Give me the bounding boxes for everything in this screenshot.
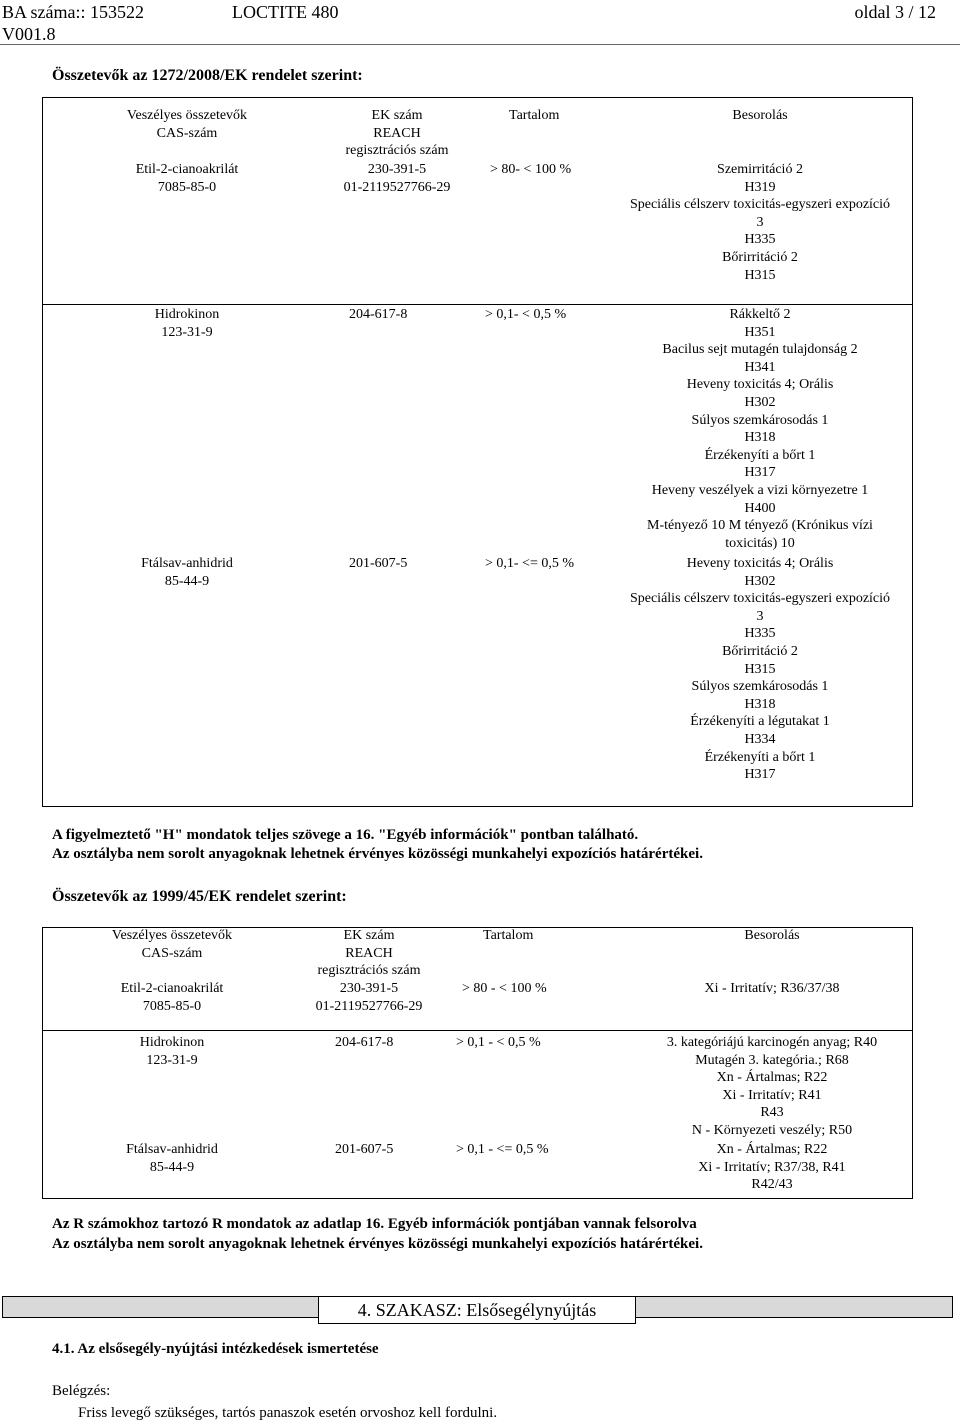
s1-row1-classification: Szemirritáció 2 H319 Speciális célszerv toxicitás-egyszeri expozíció 3 H335 Bőrirritáció 2 H315 (629, 162, 891, 283)
s1-row2-component: Hidrokinon 123-31-9 (154, 307, 220, 340)
s2-row2-ek: 204-617-8 (335, 1035, 394, 1050)
s2-col-classification-header: Besorolás (744, 928, 800, 943)
s1-row1-content: > 80- < 100 % (490, 162, 572, 177)
s1-row3-classification: Heveny toxicitás 4; Orális H302 Speciális célszerv toxicitás-egyszeri expozíció 3 H335 Bőrirritáció 2 H315 Súlyos szemkárosodás 1 H318 Érzékenyíti a légutakat 1 H334 Érzékenyíti a bőrt 1 H317 (629, 556, 891, 783)
s1-col-ek-header: EK szám REACH regisztrációs szám (345, 108, 449, 159)
s2-col-ek-header: EK szám REACH regisztrációs szám (317, 928, 421, 979)
s1-col-content-header: Tartalom (509, 108, 560, 123)
header-page-number: oldal 3 / 12 (854, 2, 936, 22)
s2-row1-component: Etil-2-cianoakrilát 7085-85-0 (120, 981, 224, 1014)
header-ba-number: BA száma:: 153522 (2, 2, 144, 22)
header-product-name: LOCTITE 480 (232, 2, 339, 22)
section1-note-h-phrases: A figyelmeztető "H" mondatok teljes szövege a 16. "Egyéb információk" pontban található. (52, 827, 639, 843)
s2-row1-content: > 80 - < 100 % (462, 981, 547, 996)
s1-row1-ek: 230-391-5 01-2119527766-29 (343, 162, 451, 195)
s1-row3-ek: 201-607-5 (349, 556, 408, 571)
s2-row3-classification: Xn - Ártalmas; R22 Xi - Irritatív; R37/38, R41 R42/43 (698, 1142, 846, 1193)
s2-col-content-header: Tartalom (483, 928, 534, 943)
s1-row1-component: Etil-2-cianoakrilát 7085-85-0 (135, 162, 239, 195)
s2-col-component-header: Veszélyes összetevők CAS-szám (111, 928, 233, 961)
section1-title: Összetevők az 1272/2008/EK rendelet szerint: (52, 67, 363, 84)
s2-row2-component: Hidrokinon 123-31-9 (139, 1035, 205, 1068)
s2-row3-component: Ftálsav-anhidrid 85-44-9 (126, 1142, 218, 1175)
section2-note-exposure-limits: Az osztályba nem sorolt anyagoknak lehetnek érvényes közösségi munkahelyi expozíciós határértékei. (52, 1236, 703, 1252)
section2-note-r-phrases: Az R számokhoz tartozó R mondatok az adatlap 16. Egyéb információk pontjában vannak felsorolva (52, 1216, 697, 1232)
header-version: V001.8 (2, 24, 56, 44)
s1-row2-classification: Rákkeltő 2 H351 Bacilus sejt mutagén tulajdonság 2 H341 Heveny toxicitás 4; Orális H302 Súlyos szemkárosodás 1 H318 Érzékenyíti a bőrt 1 H317 Heveny veszélyek a vizi környezetre 1 H400 M-tényező 10 M tényező (Krónikus vízi toxicitás) 10 (647, 307, 873, 551)
section2-title: Összetevők az 1999/45/EK rendelet szerint: (52, 888, 347, 905)
section4-title: 4. SZAKASZ: Elsősegélynyújtás (318, 1296, 636, 1324)
s2-row2-content: > 0,1 - < 0,5 % (456, 1035, 541, 1050)
s1-row3-content: > 0,1- <= 0,5 % (485, 556, 575, 571)
s2-row3-content: > 0,1 - <= 0,5 % (456, 1142, 549, 1157)
section1-note-exposure-limits: Az osztályba nem sorolt anyagoknak lehetnek érvényes közösségi munkahelyi expozíciós határértékei. (52, 846, 703, 862)
section2-table-divider (42, 1030, 913, 1031)
s2-row1-ek: 230-391-5 01-2119527766-29 (315, 981, 423, 1014)
inhalation-text: Friss levegő szükséges, tartós panaszok esetén orvoshoz kell fordulni. (78, 1405, 498, 1421)
section4-subtitle: 4.1. Az elsősegély-nyújtási intézkedések ismertetése (52, 1341, 379, 1357)
s2-row3-ek: 201-607-5 (335, 1142, 394, 1157)
s2-row1-classification: Xi - Irritatív; R36/37/38 (704, 981, 840, 996)
s1-row3-component: Ftálsav-anhidrid 85-44-9 (141, 556, 233, 589)
s1-row2-ek: 204-617-8 (349, 307, 408, 322)
s1-col-classification-header: Besorolás (732, 108, 788, 123)
s1-col-component-header: Veszélyes összetevők CAS-szám (126, 108, 248, 141)
s1-row2-content: > 0,1- < 0,5 % (485, 307, 567, 322)
inhalation-label: Belégzés: (52, 1383, 111, 1399)
s2-row2-classification: 3. kategóriájú karcinogén anyag; R40 Mutagén 3. kategória.; R68 Xn - Ártalmas; R22 Xi - Irritatív; R41 R43 N - Környezeti veszély; R50 (666, 1035, 878, 1138)
section1-table-divider (42, 304, 913, 305)
header-divider (0, 44, 960, 45)
